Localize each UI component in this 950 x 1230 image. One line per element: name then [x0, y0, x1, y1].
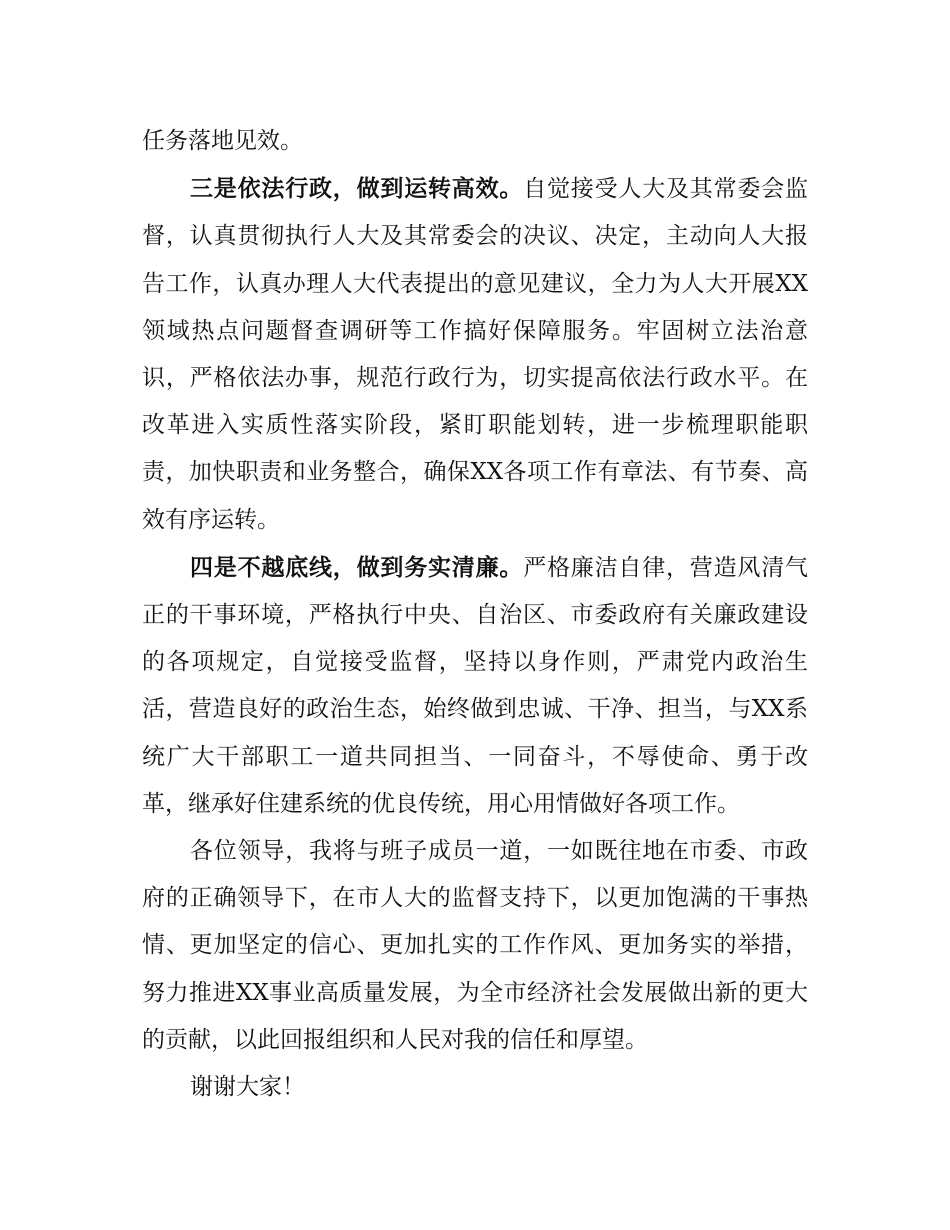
paragraph-text: 自觉接受人大及其常委会监督，认真贯彻执行人大及其常委会的决议、决定，主动向人大报告工作，认真办理人大代表提出的意见建议，全力为人大开展XX领域热点问题督查调研等工作搞好保障服务。牢固树立法治意识，严格依法办事，规范行政行为，切实提高依法行政水平。在改革进入实质性落实阶段，紧盯职能划转，进一步梳理职能职责，加快职责和业务整合，确保XX各项工作有章法、有节奏、高效有序运转。 [142, 176, 809, 533]
paragraph-integrity [142, 544, 808, 828]
document-body [142, 118, 808, 1111]
paragraph-text: 任务落地见效。 [142, 128, 303, 154]
paragraph-heading: 三是依法行政，做到运转高效。 [190, 175, 524, 203]
paragraph-heading: 四是不越底线，做到务实清廉。 [190, 553, 524, 581]
paragraph-text: 严格廉洁自律，营造风清气正的干事环境，严格执行中央、自治区、市委政府有关廉政建设的各项规定，自觉接受监督，坚持以身作则，严肃党内政治生活，营造良好的政治生态，始终做到忠诚、干净、担当，与XX系统广大干部职工一道共同担当、一同奋斗，不辱使命、勇于改革，继承好住建系统的优良传统，用心用情做好各项工作。 [142, 554, 809, 817]
paragraph-text: 各位领导，我将与班子成员一道，一如既往地在市委、市政府的正确领导下，在市人大的监督支持下，以更加饱满的干事热情、更加坚定的信心、更加扎实的工作作风、更加务实的举措，努力推进XX事业高质量发展，为全市经济社会发展做出新的更大的贡献，以此回报组织和人民对我的信任和厚望。 [142, 838, 808, 1053]
paragraph-continuation [142, 118, 808, 165]
paragraph-closing-statement [142, 828, 808, 1064]
paragraph-rule-of-law [142, 165, 808, 544]
paragraph-thanks [142, 1064, 808, 1111]
paragraph-text: 谢谢大家！ [190, 1074, 305, 1101]
